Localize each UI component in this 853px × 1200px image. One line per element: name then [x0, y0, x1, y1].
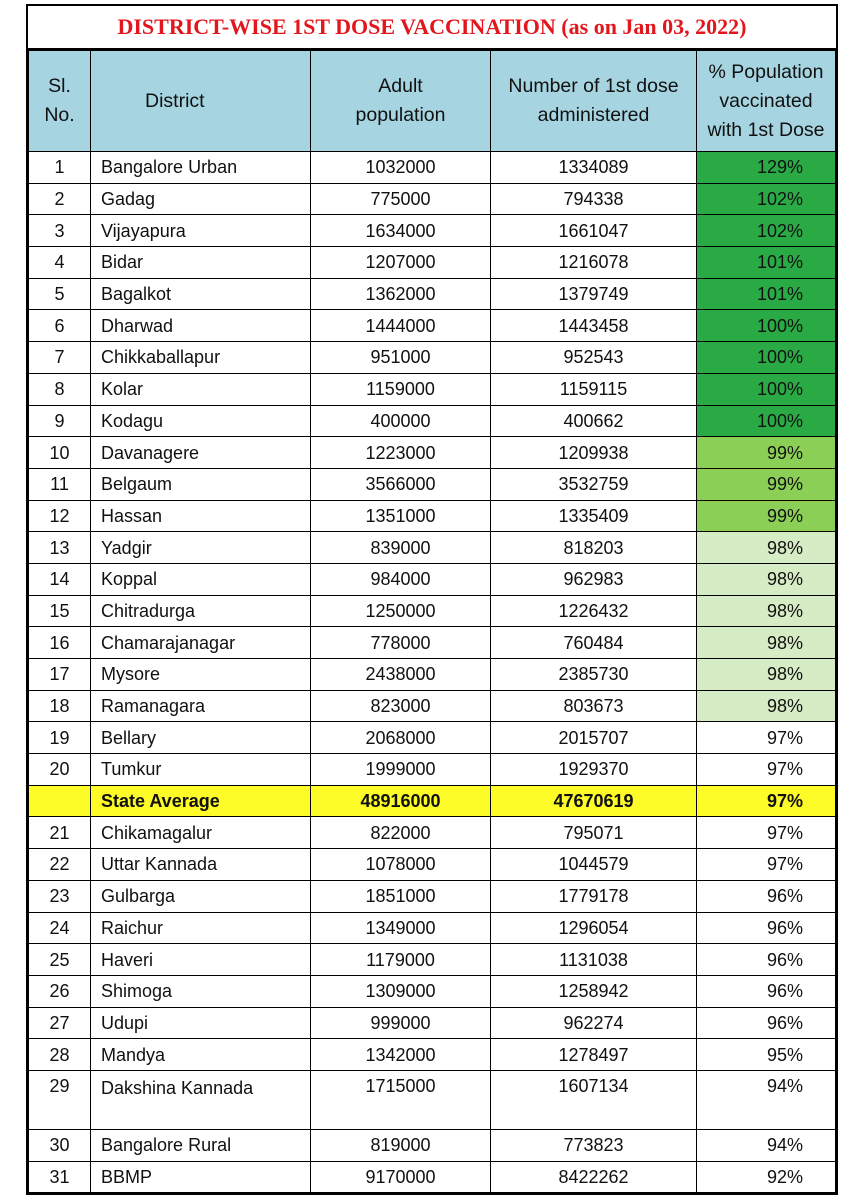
cell-adult-population: 1223000 [311, 437, 491, 469]
cell-district: Davanagere [91, 437, 311, 469]
cell-first-dose: 8422262 [491, 1161, 697, 1193]
table-row [29, 278, 836, 310]
cell-adult-population: 823000 [311, 690, 491, 722]
cell-district: Bangalore Urban [91, 152, 311, 184]
cell-sl-no: 20 [29, 754, 91, 786]
cell-sl-no: 8 [29, 373, 91, 405]
cell-first-dose: 1296054 [491, 912, 697, 944]
cell-district: Kodagu [91, 405, 311, 437]
cell-percent-vaccinated: 102% [697, 183, 836, 215]
cell-sl-no: 26 [29, 975, 91, 1007]
cell-district: Mysore [91, 659, 311, 691]
cell-district: Kolar [91, 373, 311, 405]
cell-percent-vaccinated: 98% [697, 563, 836, 595]
cell-district: Chamarajanagar [91, 627, 311, 659]
cell-sl-no: 31 [29, 1161, 91, 1193]
cell-sl-no: 13 [29, 532, 91, 564]
cell-first-dose: 1779178 [491, 880, 697, 912]
cell-adult-population: 778000 [311, 627, 491, 659]
cell-district: Vijayapura [91, 215, 311, 247]
table-row [29, 183, 836, 215]
cell-first-dose: 1379749 [491, 278, 697, 310]
table-row [29, 912, 836, 944]
cell-district: Tumkur [91, 754, 311, 786]
table-row [29, 690, 836, 722]
table-row [29, 310, 836, 342]
cell-adult-population: 3566000 [311, 468, 491, 500]
table-row [29, 849, 836, 881]
cell-percent-vaccinated: 96% [697, 944, 836, 976]
cell-sl-no: 3 [29, 215, 91, 247]
cell-adult-population: 1250000 [311, 595, 491, 627]
cell-percent-vaccinated: 97% [697, 722, 836, 754]
cell-first-dose: 1216078 [491, 247, 697, 279]
cell-first-dose: 3532759 [491, 468, 697, 500]
cell-adult-population: 1179000 [311, 944, 491, 976]
table-row [29, 595, 836, 627]
cell-sl-no: 7 [29, 342, 91, 374]
cell-district: Bangalore Rural [91, 1129, 311, 1161]
cell-sl-no: 21 [29, 817, 91, 849]
cell-first-dose: 1131038 [491, 944, 697, 976]
cell-first-dose: 795071 [491, 817, 697, 849]
cell-percent-vaccinated: 101% [697, 278, 836, 310]
cell-first-dose: 962983 [491, 563, 697, 595]
cell-adult-population: 48916000 [311, 785, 491, 817]
cell-first-dose: 1607134 [491, 1070, 697, 1129]
cell-first-dose: 1044579 [491, 849, 697, 881]
cell-adult-population: 951000 [311, 342, 491, 374]
cell-first-dose: 1278497 [491, 1039, 697, 1071]
cell-adult-population: 9170000 [311, 1161, 491, 1193]
cell-percent-vaccinated: 97% [697, 817, 836, 849]
cell-percent-vaccinated: 98% [697, 659, 836, 691]
cell-sl-no: 6 [29, 310, 91, 342]
cell-district: Bidar [91, 247, 311, 279]
cell-percent-vaccinated: 97% [697, 754, 836, 786]
cell-percent-vaccinated: 98% [697, 595, 836, 627]
cell-percent-vaccinated: 97% [697, 849, 836, 881]
cell-adult-population: 1362000 [311, 278, 491, 310]
table-row [29, 975, 836, 1007]
cell-sl-no: 4 [29, 247, 91, 279]
table-row [29, 152, 836, 184]
vaccination-table [28, 50, 836, 1193]
cell-sl-no: 14 [29, 563, 91, 595]
cell-district: Uttar Kannada [91, 849, 311, 881]
cell-district: Bagalkot [91, 278, 311, 310]
cell-first-dose: 962274 [491, 1007, 697, 1039]
cell-adult-population: 1207000 [311, 247, 491, 279]
header-percent-vaccinated: % Population vaccinated with 1st Dose [697, 51, 836, 152]
cell-district: Haveri [91, 944, 311, 976]
cell-sl-no: 19 [29, 722, 91, 754]
cell-first-dose: 794338 [491, 183, 697, 215]
table-row [29, 437, 836, 469]
cell-district: Dharwad [91, 310, 311, 342]
cell-district: Dakshina Kannada [91, 1070, 311, 1129]
table-row [29, 500, 836, 532]
cell-percent-vaccinated: 95% [697, 1039, 836, 1071]
cell-adult-population: 2438000 [311, 659, 491, 691]
table-row [29, 1039, 836, 1071]
cell-sl-no: 9 [29, 405, 91, 437]
cell-percent-vaccinated: 94% [697, 1129, 836, 1161]
table-row [29, 468, 836, 500]
header-first-dose: Number of 1st dose administered [491, 51, 697, 152]
cell-percent-vaccinated: 99% [697, 500, 836, 532]
cell-sl-no [29, 785, 91, 817]
table-row [29, 405, 836, 437]
cell-percent-vaccinated: 100% [697, 405, 836, 437]
cell-adult-population: 1309000 [311, 975, 491, 1007]
cell-percent-vaccinated: 96% [697, 880, 836, 912]
table-row [29, 1007, 836, 1039]
cell-sl-no: 30 [29, 1129, 91, 1161]
cell-percent-vaccinated: 97% [697, 785, 836, 817]
cell-adult-population: 1351000 [311, 500, 491, 532]
cell-district: Ramanagara [91, 690, 311, 722]
vaccination-sheet [26, 4, 838, 1195]
cell-sl-no: 12 [29, 500, 91, 532]
sheet-title: DISTRICT-WISE 1ST DOSE VACCINATION (as on Jan 03, 2022) [28, 6, 836, 50]
cell-district: Gulbarga [91, 880, 311, 912]
cell-percent-vaccinated: 99% [697, 437, 836, 469]
cell-district: Gadag [91, 183, 311, 215]
cell-first-dose: 818203 [491, 532, 697, 564]
cell-first-dose: 1929370 [491, 754, 697, 786]
header-adult-population: Adult population [311, 51, 491, 152]
cell-district: Bellary [91, 722, 311, 754]
cell-percent-vaccinated: 100% [697, 373, 836, 405]
cell-sl-no: 22 [29, 849, 91, 881]
cell-first-dose: 1334089 [491, 152, 697, 184]
table-row [29, 944, 836, 976]
cell-adult-population: 1444000 [311, 310, 491, 342]
cell-first-dose: 1258942 [491, 975, 697, 1007]
cell-adult-population: 999000 [311, 1007, 491, 1039]
cell-first-dose: 952543 [491, 342, 697, 374]
cell-first-dose: 2385730 [491, 659, 697, 691]
cell-adult-population: 1342000 [311, 1039, 491, 1071]
table-row [29, 247, 836, 279]
cell-first-dose: 1661047 [491, 215, 697, 247]
cell-percent-vaccinated: 129% [697, 152, 836, 184]
cell-percent-vaccinated: 100% [697, 310, 836, 342]
cell-first-dose: 1209938 [491, 437, 697, 469]
table-row [29, 880, 836, 912]
cell-sl-no: 25 [29, 944, 91, 976]
cell-district: Udupi [91, 1007, 311, 1039]
cell-percent-vaccinated: 92% [697, 1161, 836, 1193]
table-row [29, 722, 836, 754]
cell-adult-population: 822000 [311, 817, 491, 849]
cell-percent-vaccinated: 101% [697, 247, 836, 279]
table-row [29, 215, 836, 247]
cell-sl-no: 29 [29, 1070, 91, 1129]
table-row [29, 342, 836, 374]
cell-first-dose: 1335409 [491, 500, 697, 532]
cell-district: Belgaum [91, 468, 311, 500]
cell-district: Mandya [91, 1039, 311, 1071]
cell-percent-vaccinated: 99% [697, 468, 836, 500]
cell-percent-vaccinated: 100% [697, 342, 836, 374]
cell-first-dose: 2015707 [491, 722, 697, 754]
cell-sl-no: 24 [29, 912, 91, 944]
cell-sl-no: 27 [29, 1007, 91, 1039]
cell-district: BBMP [91, 1161, 311, 1193]
table-row [29, 563, 836, 595]
table-row [29, 1129, 836, 1161]
cell-district: Chikkaballapur [91, 342, 311, 374]
cell-district: Chikamagalur [91, 817, 311, 849]
cell-first-dose: 400662 [491, 405, 697, 437]
cell-adult-population: 1349000 [311, 912, 491, 944]
table-row [29, 754, 836, 786]
cell-percent-vaccinated: 96% [697, 975, 836, 1007]
cell-district: Koppal [91, 563, 311, 595]
cell-adult-population: 1159000 [311, 373, 491, 405]
table-row [29, 1070, 836, 1129]
cell-sl-no: 11 [29, 468, 91, 500]
cell-adult-population: 1999000 [311, 754, 491, 786]
header-sl-no: Sl. No. [29, 51, 91, 152]
cell-first-dose: 1443458 [491, 310, 697, 342]
cell-adult-population: 1851000 [311, 880, 491, 912]
table-row [29, 1161, 836, 1193]
cell-percent-vaccinated: 96% [697, 1007, 836, 1039]
cell-adult-population: 984000 [311, 563, 491, 595]
table-row [29, 373, 836, 405]
cell-district: Raichur [91, 912, 311, 944]
table-row [29, 627, 836, 659]
cell-adult-population: 775000 [311, 183, 491, 215]
cell-adult-population: 1634000 [311, 215, 491, 247]
cell-sl-no: 10 [29, 437, 91, 469]
cell-district: Hassan [91, 500, 311, 532]
cell-sl-no: 2 [29, 183, 91, 215]
cell-district: Yadgir [91, 532, 311, 564]
cell-district: Shimoga [91, 975, 311, 1007]
cell-adult-population: 819000 [311, 1129, 491, 1161]
cell-sl-no: 18 [29, 690, 91, 722]
cell-percent-vaccinated: 98% [697, 532, 836, 564]
table-row [29, 659, 836, 691]
cell-percent-vaccinated: 94% [697, 1070, 836, 1129]
cell-adult-population: 2068000 [311, 722, 491, 754]
table-row [29, 817, 836, 849]
header-district: District [91, 51, 311, 152]
cell-first-dose: 1159115 [491, 373, 697, 405]
cell-adult-population: 1078000 [311, 849, 491, 881]
cell-percent-vaccinated: 98% [697, 627, 836, 659]
cell-sl-no: 15 [29, 595, 91, 627]
cell-sl-no: 5 [29, 278, 91, 310]
table-row [29, 532, 836, 564]
cell-first-dose: 1226432 [491, 595, 697, 627]
cell-percent-vaccinated: 98% [697, 690, 836, 722]
cell-sl-no: 16 [29, 627, 91, 659]
cell-sl-no: 1 [29, 152, 91, 184]
cell-first-dose: 47670619 [491, 785, 697, 817]
cell-adult-population: 400000 [311, 405, 491, 437]
cell-district: Chitradurga [91, 595, 311, 627]
header-row [29, 51, 836, 152]
cell-percent-vaccinated: 102% [697, 215, 836, 247]
cell-first-dose: 760484 [491, 627, 697, 659]
cell-adult-population: 1715000 [311, 1070, 491, 1129]
cell-district: State Average [91, 785, 311, 817]
cell-percent-vaccinated: 96% [697, 912, 836, 944]
cell-first-dose: 773823 [491, 1129, 697, 1161]
cell-sl-no: 28 [29, 1039, 91, 1071]
cell-adult-population: 839000 [311, 532, 491, 564]
cell-sl-no: 17 [29, 659, 91, 691]
cell-first-dose: 803673 [491, 690, 697, 722]
cell-adult-population: 1032000 [311, 152, 491, 184]
state-average-row [29, 785, 836, 817]
cell-sl-no: 23 [29, 880, 91, 912]
